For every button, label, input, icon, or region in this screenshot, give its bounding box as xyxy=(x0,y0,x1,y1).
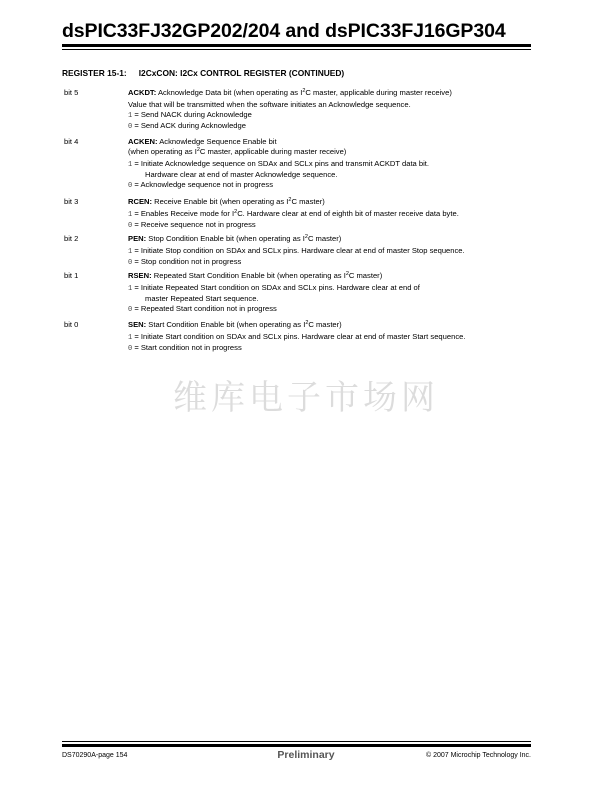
option-code: 0 xyxy=(128,306,133,314)
footer-rule-thick xyxy=(62,744,531,747)
option-1-cont: Hardware clear at end of master Acknowledge sequence. xyxy=(145,170,338,179)
register-id: REGISTER 15-1: xyxy=(62,68,127,78)
option-1 xyxy=(128,209,533,220)
option-1 xyxy=(128,283,533,294)
bit-desc: Repeated Start Condition Enable bit (when operating as I xyxy=(151,271,346,280)
option-code: 0 xyxy=(128,182,133,190)
bit-name: SEN: xyxy=(128,320,147,329)
header-rule-thin xyxy=(62,49,531,50)
option-code: 0 xyxy=(128,222,133,230)
option-text: C. Hardware clear at end of eighth bit of master receive data byte. xyxy=(237,209,459,218)
bit-name: ACKEN: xyxy=(128,137,158,146)
bit-desc: Acknowledge Sequence Enable bit xyxy=(157,137,277,146)
bit-desc: Receive Enable bit (when operating as I xyxy=(152,197,289,206)
register-name: I2CxCON: I2Cx CONTROL REGISTER (CONTINUED) xyxy=(138,68,345,78)
bit-desc: Acknowledge Data bit (when operating as I xyxy=(156,88,303,97)
bit-desc: (when operating as I xyxy=(128,147,197,156)
header-rule-thick xyxy=(62,44,531,47)
bit-desc: C master) xyxy=(348,271,383,280)
bit-desc: Stop Condition Enable bit (when operating as I xyxy=(146,234,305,243)
bit-desc: C master) xyxy=(291,197,325,206)
bit-label: bit 3 xyxy=(64,197,79,206)
option-text: = Start condition not in progress xyxy=(132,343,242,352)
option-text: = Stop condition not in progress xyxy=(132,257,242,266)
option-text: = Initiate Stop condition on SDAx and SCLx pins. Hardware clear at end of master Stop sequence. xyxy=(132,246,465,255)
page-title: dsPIC33FJ32GP202/204 and dsPIC33FJ16GP304 xyxy=(62,20,506,42)
footer-status: Preliminary xyxy=(277,749,335,761)
bit-name: RCEN: xyxy=(128,197,153,206)
bit-desc: C master) xyxy=(307,234,342,243)
bit-label: bit 5 xyxy=(64,88,79,97)
option-code: 1 xyxy=(128,161,133,169)
option-code: 0 xyxy=(128,345,133,353)
option-code: 0 xyxy=(128,123,133,131)
superscript: 2 xyxy=(305,320,309,326)
superscript: 2 xyxy=(304,234,308,240)
option-code: 0 xyxy=(128,259,133,267)
option-text: = Repeated Start condition not in progress xyxy=(132,304,277,313)
bit-desc: C master) xyxy=(308,320,342,329)
option-text: = Enables Receive mode for I xyxy=(132,209,235,218)
superscript: 2 xyxy=(196,147,200,153)
option-1 xyxy=(128,332,533,343)
option-text: = Acknowledge sequence not in progress xyxy=(132,180,273,189)
watermark: 维库电子市场网 xyxy=(173,378,439,418)
bit-desc: Start Condition Enable bit (when operating as I xyxy=(146,320,306,329)
bit-label: bit 4 xyxy=(64,137,79,146)
register-heading xyxy=(62,68,344,78)
bit-label: bit 1 xyxy=(64,271,79,280)
option-code: 1 xyxy=(128,248,133,256)
option-text: = Initiate Acknowledge sequence on SDAx and SCLx pins and transmit ACKDT data bit. xyxy=(132,159,430,168)
bit-extra: Value that will be transmitted when the software initiates an Acknowledge sequence. xyxy=(128,100,411,109)
option-text: = Initiate Start condition on SDAx and SCLx pins. Hardware clear at end of master Start sequence. xyxy=(132,332,466,341)
option-code: 1 xyxy=(128,285,133,293)
option-1 xyxy=(128,159,533,170)
option-0 xyxy=(128,257,533,268)
bit-desc: C master, applicable during master receive) xyxy=(199,147,347,156)
option-0 xyxy=(128,343,533,354)
bit-label: bit 2 xyxy=(64,234,79,243)
option-0 xyxy=(128,121,533,132)
option-1-cont: master Repeated Start sequence. xyxy=(145,294,259,303)
option-text: = Send NACK during Acknowledge xyxy=(132,110,252,119)
option-code: 1 xyxy=(128,211,133,219)
option-0 xyxy=(128,180,533,191)
superscript: 2 xyxy=(288,197,292,203)
option-0 xyxy=(128,304,533,315)
bit-name: ACKDT: xyxy=(128,88,157,97)
option-1 xyxy=(128,246,533,257)
bit-name: RSEN: xyxy=(128,271,152,280)
option-text: = Send ACK during Acknowledge xyxy=(132,121,246,130)
bit-desc: C master, applicable during master receive) xyxy=(305,88,452,97)
option-text: = Receive sequence not in progress xyxy=(132,220,256,229)
option-text: = Initiate Repeated Start condition on SDAx and SCLx pins. Hardware clear at end of xyxy=(132,283,420,292)
option-code: 1 xyxy=(128,334,133,342)
superscript: 2 xyxy=(302,88,306,94)
option-0 xyxy=(128,220,533,231)
footer-copyright: © 2007 Microchip Technology Inc. xyxy=(425,752,531,759)
bit-name: PEN: xyxy=(128,234,147,243)
footer-page-number: DS70290A-page 154 xyxy=(62,752,128,759)
bit-label: bit 0 xyxy=(64,320,79,329)
option-code: 1 xyxy=(128,112,133,120)
superscript: 2 xyxy=(345,271,349,277)
superscript: 2 xyxy=(234,209,238,215)
option-1 xyxy=(128,110,533,121)
footer-rule-thin xyxy=(62,741,531,742)
